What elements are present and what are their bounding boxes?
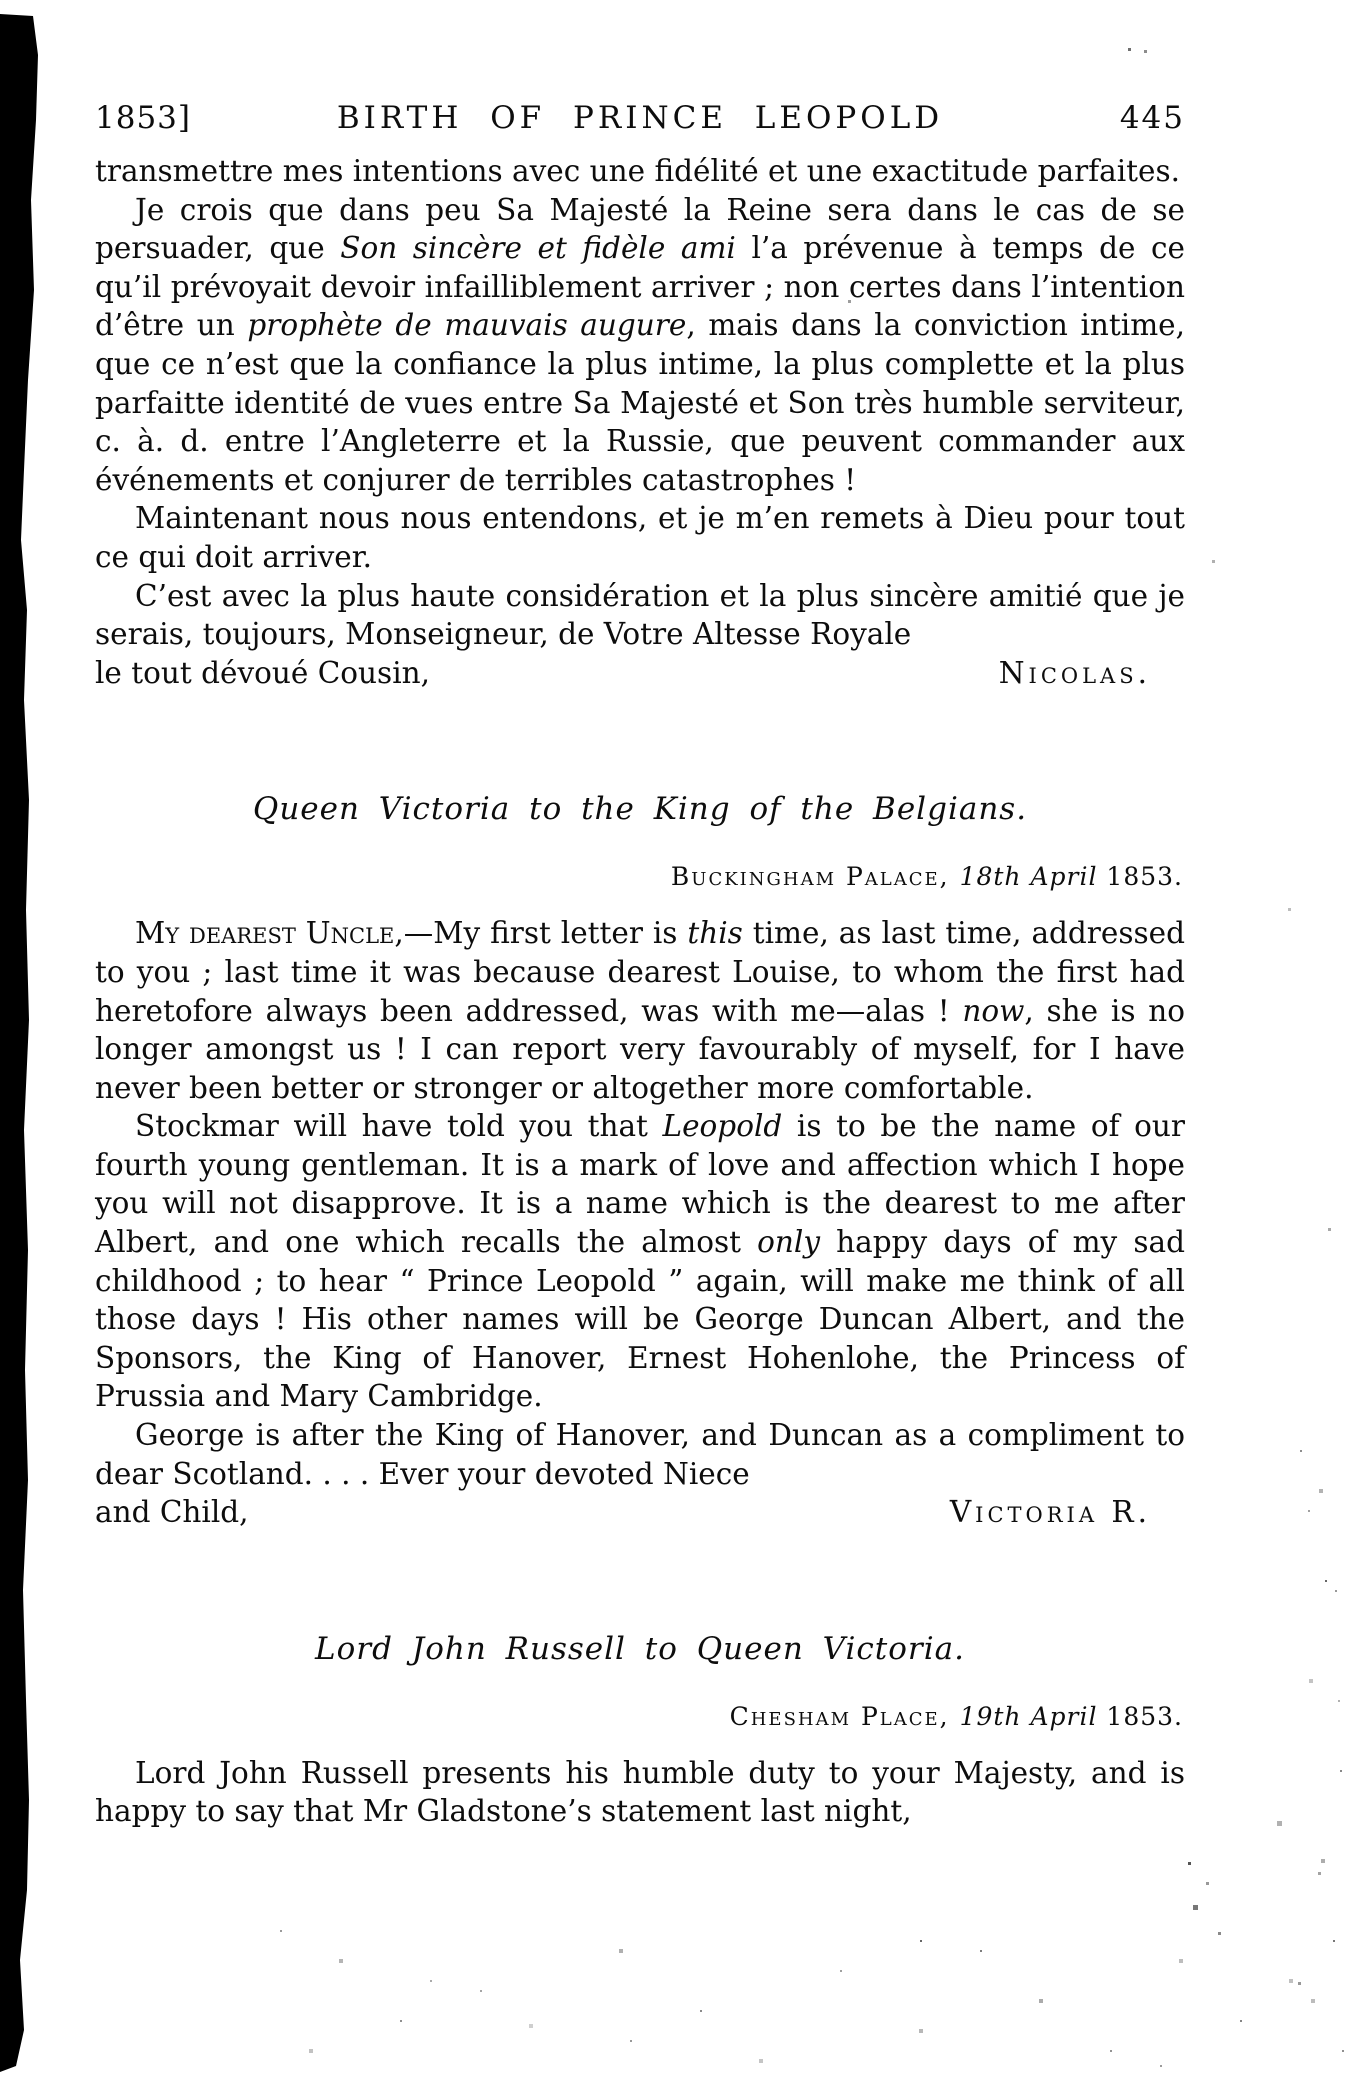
letter-paragraph <box>95 499 1185 576</box>
italic-text-run: only <box>757 1225 820 1260</box>
text-run: Je crois que dans peu Sa Majesté la Reine sera dans le cas de se persuader, que <box>95 192 1185 266</box>
letter-paragraph <box>95 577 1185 654</box>
smallcaps-text-run: Buckingham Palace, <box>670 862 960 892</box>
letter-paragraph <box>95 1107 1185 1416</box>
page-content <box>95 152 1185 1831</box>
scan-noise-mid <box>1188 1862 1191 1865</box>
letter-paragraph <box>95 152 1185 191</box>
text-run: —My first letter is <box>403 916 688 951</box>
letter-dateline <box>95 1702 1183 1732</box>
italic-text-run: Leopold <box>662 1109 783 1144</box>
letter-closing-line <box>95 1493 1185 1532</box>
running-header <box>95 100 1185 136</box>
italic-text-run: 18th April <box>959 862 1098 892</box>
header-page-title: BIRTH OF PRINCE LEOPOLD <box>336 100 944 136</box>
letter-section-heading: Queen Victoria to the King of the Belgians. <box>252 791 1028 828</box>
scan-gutter-shadow <box>0 0 46 2088</box>
letter-section-heading: Lord John Russell to Queen Victoria. <box>315 1630 965 1667</box>
italic-text-run: now <box>962 993 1025 1028</box>
text-run: Stockmar will have told you that <box>135 1109 663 1144</box>
text-run: 1853. <box>1097 862 1183 892</box>
italic-text-run: this <box>687 916 743 951</box>
letter-paragraph <box>95 1416 1185 1493</box>
header-page-number: 445 <box>1119 100 1185 136</box>
closing-text: and Child, <box>95 1495 249 1530</box>
scanned-book-page <box>95 100 1185 1831</box>
text-run: time, as last time, addressed to you ; last time it was because dearest Louise, to whom the first had heretofore always been addressed, was with me—alas ! <box>95 916 1185 1028</box>
scan-noise-top <box>1128 48 1131 51</box>
italic-text-run: 19th April <box>959 1701 1098 1731</box>
text-run: Lord John Russell presents his humble duty to your Majesty, and is happy to say that Mr Gladstone’s statement last night, <box>95 1755 1185 1829</box>
header-year-marker: 1853] <box>95 100 191 136</box>
letter-dateline <box>95 862 1183 892</box>
scan-noise-right <box>1300 1450 1302 1452</box>
text-run: , she is no longer amongst us ! I can report very favourably of myself, for I have never been better or stronger or altogether more comfortable. <box>95 993 1185 1105</box>
text-run: l’a prévenue à temps de ce qu’il prévoyait devoir infailliblement arriver ; non certes dans l’intention d’être un <box>95 231 1185 343</box>
scan-noise-bottom <box>280 1930 282 1932</box>
text-run: transmettre mes intentions avec une fidélité et une exactitude parfaites. <box>95 154 1180 188</box>
signature: Victoria R. <box>949 1495 1151 1530</box>
text-run: is to be the name of our fourth young gentleman. It is a mark of love and affection which I hope you will not disapprove. It is a name which is the dearest to me after Albert, and one which recalls the almost <box>95 1109 1185 1260</box>
letter-paragraph <box>95 191 1185 500</box>
text-run: 1853. <box>1097 1701 1183 1731</box>
letter-paragraph <box>95 1754 1185 1831</box>
italic-text-run: prophète de mauvais augure <box>247 308 687 343</box>
smallcaps-text-run: My dearest Uncle, <box>135 916 404 951</box>
text-run: happy days of my sad childhood ; to hear “ Prince Leopold ” again, will make me think of all those days ! His other names will be George Duncan Albert, and the Sponsors, the King of Hanover, Ernest Hohenlohe, the Princess of Prussia and Mary Cambridge. <box>95 1225 1185 1414</box>
smallcaps-text-run: Chesham Place, <box>729 1701 960 1731</box>
closing-text: le tout dévoué Cousin, <box>95 655 431 690</box>
signature: Nicolas. <box>998 655 1151 690</box>
italic-text-run: Son sincère et fidèle ami <box>340 231 736 266</box>
text-run: , mais dans la conviction intime, que ce n’est que la confiance la plus intime, la plus complette et la plus parfaitte identité de vues entre Sa Majesté et Son très humble serviteur, c. à. d. entre l’Angleterre et la Russie, que peuvent commander aux événements et conjurer de terribles catastrophes ! <box>95 308 1186 497</box>
text-run: C’est avec la plus haute considération et la plus sincère amitié que je serais, toujours, Monseigneur, de Votre Altesse Royale <box>95 578 1185 652</box>
letter-closing-line <box>95 654 1185 693</box>
text-run: Maintenant nous nous entendons, et je m’en remets à Dieu pour tout ce qui doit arriver. <box>95 501 1185 574</box>
text-run: George is after the King of Hanover, and Duncan as a compliment to dear Scotland. . . . Ever your devoted Niece <box>95 1418 1185 1491</box>
letter-paragraph <box>95 914 1185 1107</box>
